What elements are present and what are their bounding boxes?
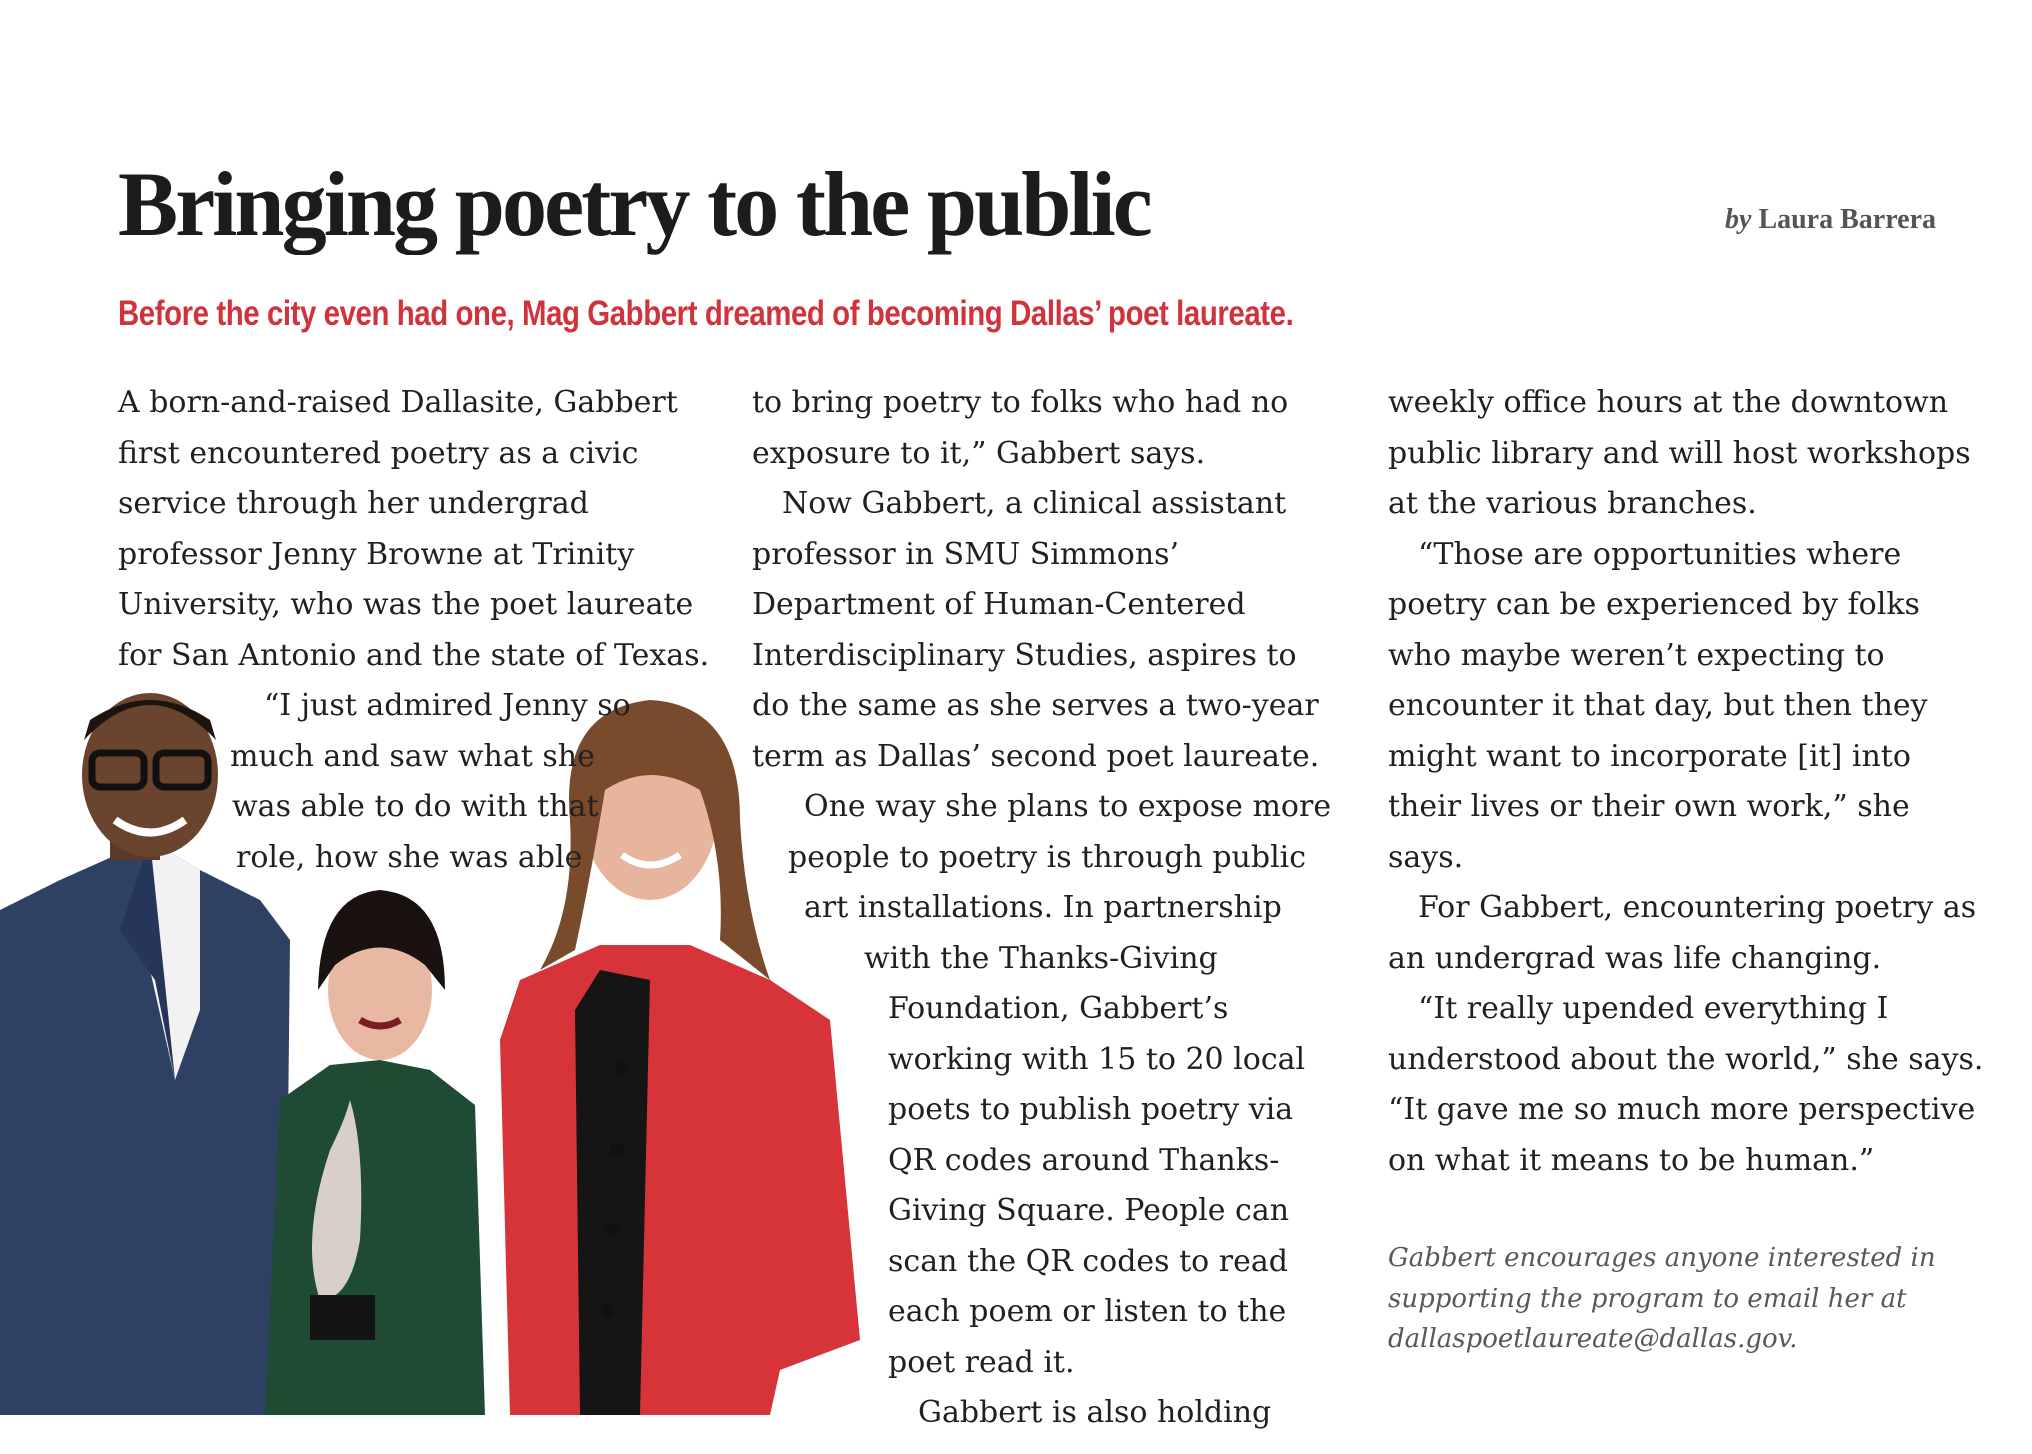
body-line: Department of Human-Centered [752,587,1246,622]
body-line: “It really upended everything I [1418,991,1889,1026]
body-line: professor Jenny Browne at Trinity [118,536,635,572]
byline-author: Laura Barrera [1758,204,1936,235]
byline-prefix: by [1725,204,1752,235]
body-line: QR codes around Thanks- [888,1142,1280,1178]
article-title: Bringing poetry to the public [118,153,1150,255]
body-line: an undergrad was life changing. [1388,940,1882,976]
body-line: first encountered poetry as a civic [118,435,639,471]
body-line: term as Dallas’ second poet laureate. [752,738,1320,774]
body-line: working with 15 to 20 local [888,1041,1306,1077]
body-line: poets to publish poetry via [888,1092,1294,1127]
column-1 [118,378,710,883]
body-line: each poem or listen to the [888,1294,1287,1329]
body-line: with the Thanks-Giving [864,940,1218,976]
body-line: poet read it. [888,1344,1075,1380]
body-line: at the various branches. [1388,486,1757,521]
body-line: art installations. In partnership [804,890,1282,925]
body-line: One way she plans to expose more [804,789,1332,824]
body-line: do the same as she serves a two-year [752,688,1319,723]
column-2 [752,378,1332,1439]
body-line: to bring poetry to folks who had no [752,385,1289,420]
person-center [265,890,485,1415]
body-line: public library and will host workshops [1388,435,1971,471]
body-line: for San Antonio and the state of Texas. [118,637,710,673]
body-line: much and saw what she [230,738,595,774]
body-line: on what it means to be human.” [1388,1142,1875,1178]
body-line: University, who was the poet laureate [118,587,694,622]
body-line: “It gave me so much more perspective [1388,1092,1976,1127]
article-dek: Before the city even had one, Mag Gabbert dreamed of becoming Dallas’ poet laureate. [118,294,1294,333]
body-line: A born-and-raised Dallasite, Gabbert [118,385,678,420]
body-line: professor in SMU Simmons’ [752,536,1180,572]
body-line: says. [1388,839,1464,875]
body-line: poetry can be experienced by folks [1388,587,1920,622]
column-3 [1388,378,1984,1186]
body-line: role, how she was able [236,839,583,875]
body-line: Foundation, Gabbert’s [888,991,1229,1026]
note-line: supporting the program to email her at [1388,1283,1907,1314]
body-line: For Gabbert, encountering poetry as [1418,890,1977,925]
body-line: weekly office hours at the downtown [1388,385,1949,420]
body-line: their lives or their own work,” she [1388,789,1910,824]
body-line: exposure to it,” Gabbert says. [752,435,1206,471]
note-email[interactable]: dallaspoetlaureate@dallas.gov. [1388,1324,1798,1354]
contact-note [1388,1238,1936,1360]
body-line: might want to incorporate [it] into [1388,738,1911,774]
byline [1725,204,1936,236]
body-line: understood about the world,” she says. [1388,1041,1984,1077]
body-line: service through her undergrad [118,486,589,521]
body-line: Gabbert is also holding [918,1395,1272,1430]
body-line: who maybe weren’t expecting to [1388,637,1885,673]
body-line: Interdisciplinary Studies, aspires to [752,637,1297,673]
body-line: “Those are opportunities where [1418,536,1902,572]
body-line: Giving Square. People can [888,1193,1290,1228]
body-line: encounter it that day, but then they [1388,688,1928,723]
note-line: Gabbert encourages anyone interested in [1388,1243,1936,1273]
body-line: people to poetry is through public [788,839,1307,875]
body-line: “I just admired Jenny so [264,688,631,723]
body-line: scan the QR codes to read [888,1243,1288,1279]
body-line: was able to do with that [232,789,599,824]
body-line: Now Gabbert, a clinical assistant [782,486,1287,521]
